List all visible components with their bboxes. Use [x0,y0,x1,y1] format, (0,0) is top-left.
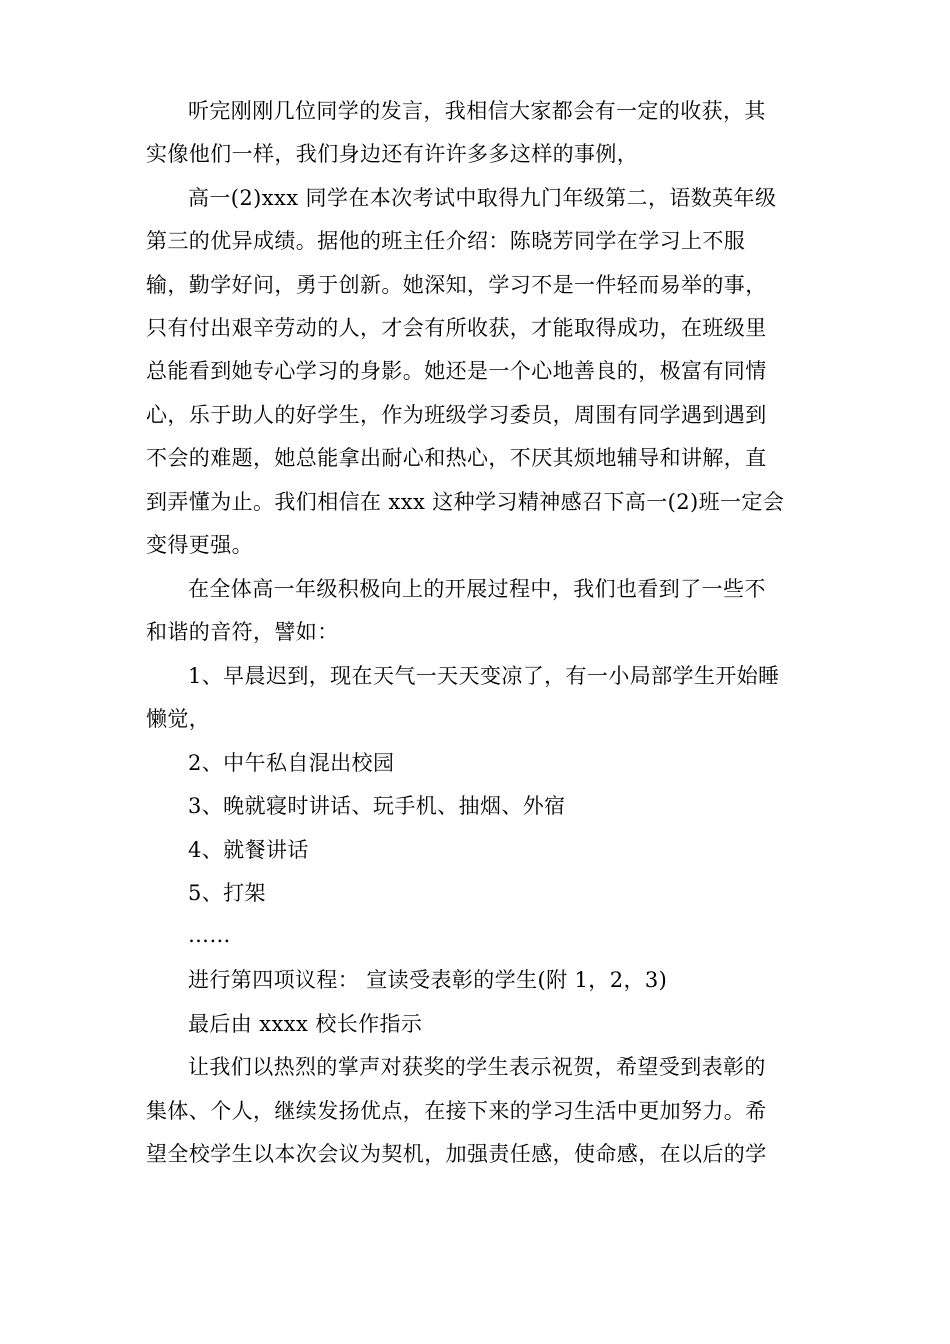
paragraph-line: 第三的优异成绩。据他的班主任介绍：陈晓芳同学在学习上不服 [146,229,746,253]
paragraph-line: 集体、个人，继续发扬优点，在接下来的学习生活中更加努力。希 [146,1099,767,1123]
list-item: 1、早晨迟到，现在天气一天天变凉了，有一小局部学生开始睡 [188,664,780,688]
list-item-continuation: 懒觉， [146,707,211,731]
paragraph-line: 输，勤学好问，勇于创新。她深知，学习不是一件轻而易举的事， [146,273,767,297]
paragraph-line: 总能看到她专心学习的身影。她还是一个心地善良的，极富有同情 [146,359,767,383]
paragraph-line: 变得更强。 [146,533,253,557]
paragraph-line: 实像他们一样，我们身边还有许许多多这样的事例， [146,142,639,166]
agenda-line: 最后由 xxxx 校长作指示 [188,1012,423,1036]
list-item: 4、就餐讲话 [188,838,309,862]
list-item: 5、打架 [188,881,266,905]
paragraph-line: 只有付出艰辛劳动的人，才会有所收获，才能取得成功，在班级里 [146,316,767,340]
paragraph-line: 让我们以热烈的掌声对获奖的学生表示祝贺，希望受到表彰的 [188,1055,766,1079]
paragraph-line: 不会的难题，她总能拿出耐心和热心，不厌其烦地辅导和讲解，直 [146,446,767,470]
paragraph-line: 心，乐于助人的好学生，作为班级学习委员，周围有同学遇到遇到 [146,403,767,427]
paragraph-line: 听完刚刚几位同学的发言，我相信大家都会有一定的收获，其 [188,99,766,123]
paragraph-line: 在全体高一年级积极向上的开展过程中，我们也看到了一些不 [188,577,766,601]
paragraph-line: 到弄懂为止。我们相信在 xxx 这种学习精神感召下高一(2)班一定会 [146,490,785,514]
list-item: 2、中午私自混出校园 [188,751,395,775]
ellipsis: …… [188,923,231,947]
list-item: 3、晚就寝时讲话、玩手机、抽烟、外宿 [188,794,566,818]
paragraph-line: 高一(2)xxx 同学在本次考试中取得九门年级第二，语数英年级 [188,186,777,210]
paragraph-line: 望全校学生以本次会议为契机，加强责任感，使命感，在以后的学 [146,1142,767,1166]
paragraph-line: 和谐的音符，譬如： [146,620,339,644]
agenda-line: 进行第四项议程： 宣读受表彰的学生(附 1，2，3) [188,968,668,992]
